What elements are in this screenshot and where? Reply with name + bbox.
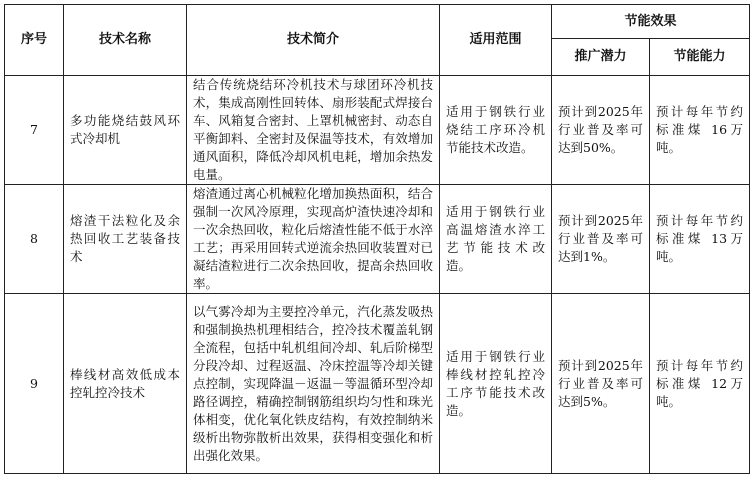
row-potential: 预计到2025年行业普及率可达到5%。 — [552, 294, 650, 474]
row-scope: 适用于钢铁行业高温熔渣水淬工艺节能技术改造。 — [440, 185, 552, 294]
row-capacity: 预计每年节约标准煤 16万吨。 — [650, 76, 750, 185]
header-tech-name: 技术名称 — [64, 5, 187, 76]
row-tech-intro: 以气雾冷却为主要控冷单元，汽化蒸发吸热和强制换热机理相结合，控冷技术覆盖轧钢全流程，包括中轧机组间冷却、轧后阶梯型分段冷却、过程返温、冷床控温等冷却关键点控制，实现降温－返温－等温循环型冷却路径调控，精确控制钢筋组织均匀性和珠光体相变，优化氧化铁皮结构，有效控制纳米级析出物弥散析出效果，获得相变强化和析出强化效果。 — [187, 294, 440, 474]
row-tech-name: 多功能烧结鼓风环式冷却机 — [64, 76, 187, 185]
row-capacity: 预计每年节约标准煤 13万吨。 — [650, 185, 750, 294]
header-energy-effect: 节能效果 — [552, 5, 750, 39]
header-capacity: 节能能力 — [650, 39, 750, 76]
row-capacity: 预计每年节约标准煤 12万吨。 — [650, 294, 750, 474]
row-potential: 预计到2025年行业普及率可达到1%。 — [552, 185, 650, 294]
row-tech-intro: 结合传统烧结环冷机技术与球团环冷机技术，集成高刚性回转体、扇形装配式焊接台车、风箱复合密封、上罩机械密封、动态自平衡卸料、全密封及保温等技术，有效增加通风面积，降低冷却风机电耗，增加余热发电量。 — [187, 76, 440, 185]
row-potential: 预计到2025年行业普及率可达到50%。 — [552, 76, 650, 185]
table-row — [5, 294, 750, 474]
header-seq: 序号 — [5, 5, 64, 76]
header-scope: 适用范围 — [440, 5, 552, 76]
row-seq: 9 — [5, 294, 64, 474]
header-potential: 推广潜力 — [552, 39, 650, 76]
row-scope: 适用于钢铁行业棒线材控轧控冷工序节能技术改造。 — [440, 294, 552, 474]
row-tech-intro: 熔渣通过离心机械粒化增加换热面积，结合强制一次风冷原理，实现高炉渣快速冷却和一次余热回收，粒化后熔渣性能不低于水淬工艺；再采用回转式逆流余热回收装置对已凝结渣粒进行二次余热回收，提高余热回收率。 — [187, 185, 440, 294]
table-row — [5, 76, 750, 185]
row-tech-name: 棒线材高效低成本控轧控冷技术 — [64, 294, 187, 474]
row-seq: 8 — [5, 185, 64, 294]
row-scope: 适用于钢铁行业烧结工序环冷机节能技术改造。 — [440, 76, 552, 185]
technology-table — [4, 4, 750, 474]
header-tech-intro: 技术简介 — [187, 5, 440, 76]
table-row — [5, 185, 750, 294]
row-seq: 7 — [5, 76, 64, 185]
row-tech-name: 熔渣干法粒化及余热回收工艺装备技术 — [64, 185, 187, 294]
